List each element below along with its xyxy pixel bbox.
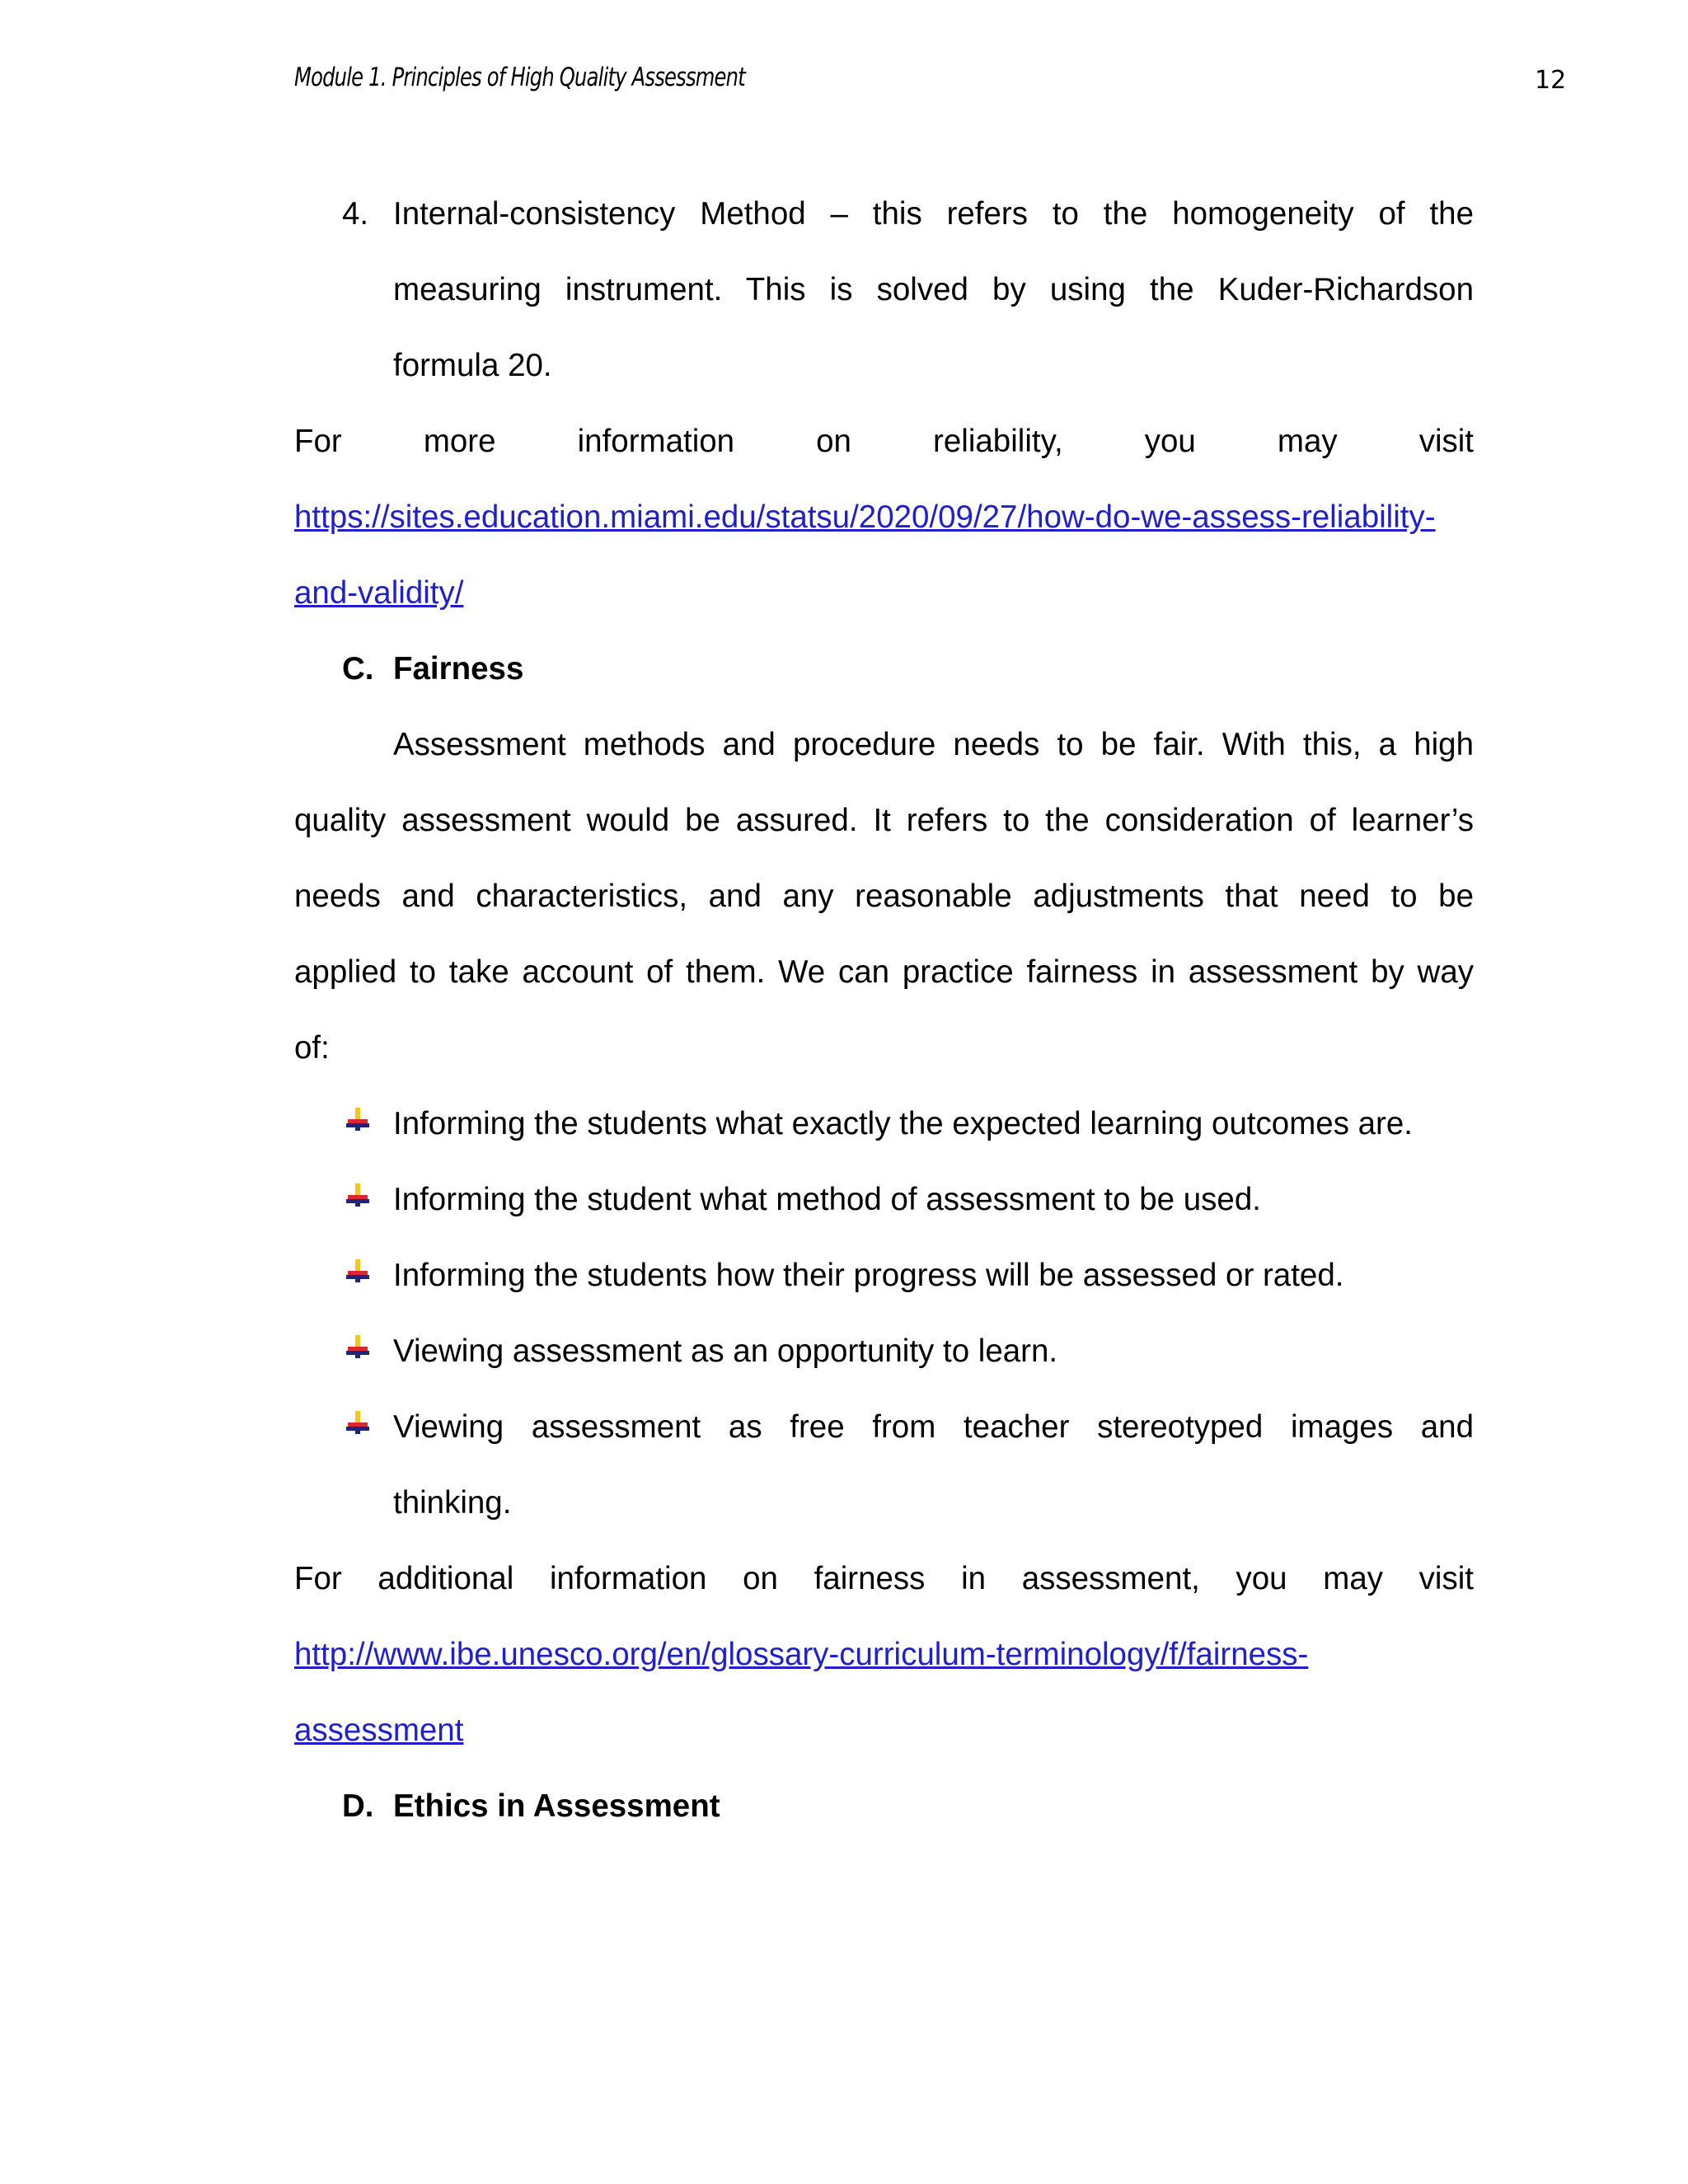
bullet-item: Viewing assessment as free from teacher stereotyped images and — [393, 1409, 1474, 1445]
bullet-item-continuation: thinking. — [393, 1485, 512, 1521]
list-number-4: 4. — [342, 196, 369, 232]
fairness-para-line3: needs and characteristics, and any reasonable adjustments that need to be — [294, 879, 1474, 914]
section-c-letter: C. — [342, 651, 374, 687]
fairness-para-line4: applied to take account of them. We can practice fairness in assessment by way — [294, 954, 1474, 990]
bullet-item: Viewing assessment as an opportunity to learn. — [393, 1333, 1058, 1369]
reliability-link-part2[interactable]: and-validity/ — [294, 575, 464, 611]
section-d-letter: D. — [342, 1788, 374, 1824]
bullet-arrow-icon — [345, 1409, 371, 1436]
bullet-arrow-icon — [345, 1258, 371, 1284]
fairness-para-line2: quality assessment would be assured. It refers to the consideration of learner’s — [294, 803, 1474, 838]
running-header: Module 1. Principles of High Quality Assessment — [294, 63, 745, 92]
bullet-item: Informing the students what exactly the expected learning outcomes are. — [393, 1106, 1413, 1141]
fairness-link-part2[interactable]: assessment — [294, 1713, 464, 1748]
section-c-heading: Fairness — [393, 651, 524, 687]
reliability-link-part1[interactable]: https://sites.education.miami.edu/statsu/2020/09/27/how-do-we-assess-reliability- — [294, 499, 1436, 535]
page-number: 12 — [1535, 66, 1567, 95]
method4-line3: formula 20. — [393, 348, 552, 383]
fairness-para-line1: Assessment methods and procedure needs to be fair. With this, a high — [393, 727, 1474, 762]
fairness-para-line5: of: — [294, 1030, 330, 1066]
reliability-info-text: For more information on reliability, you may visit — [294, 424, 1474, 459]
bullet-item: Informing the student what method of assessment to be used. — [393, 1182, 1261, 1217]
method4-line1: Internal-consistency Method – this refers to the homogeneity of the — [393, 196, 1474, 232]
bullet-arrow-icon — [345, 1182, 371, 1208]
fairness-info-text: For additional information on fairness in assessment, you may visit — [294, 1561, 1474, 1596]
fairness-link-part1[interactable]: http://www.ibe.unesco.org/en/glossary-curriculum-terminology/f/fairness- — [294, 1637, 1309, 1672]
bullet-arrow-icon — [345, 1106, 371, 1132]
bullet-arrow-icon — [345, 1333, 371, 1360]
method4-line2: measuring instrument. This is solved by using the Kuder-Richardson — [393, 272, 1474, 307]
section-d-heading: Ethics in Assessment — [393, 1788, 720, 1824]
bullet-item: Informing the students how their progress will be assessed or rated. — [393, 1258, 1344, 1293]
